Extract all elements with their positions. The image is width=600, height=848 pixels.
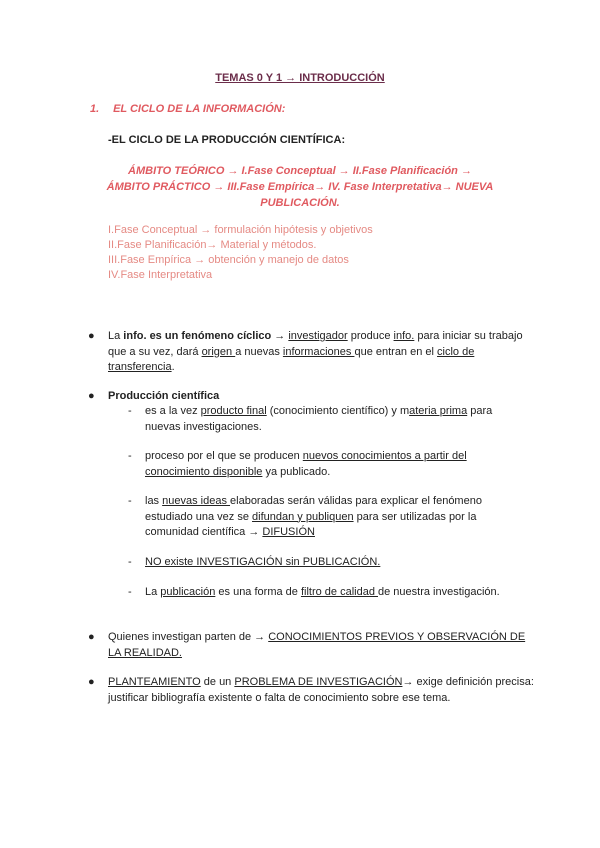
bullet-text: La info. es un fenómeno cíclico → investigador produce info. para iniciar su trabajo que a su vez, dará origen a nuevas informaciones que entran en el ciclo de transferencia. [108, 330, 523, 373]
section-heading [90, 103, 285, 115]
page-title: TEMAS 0 Y 1 → INTRODUCCIÓN [215, 72, 385, 84]
bullet-icon: ● [88, 390, 95, 402]
bullet-item [88, 675, 538, 706]
bullet-icon: ● [88, 330, 95, 342]
phases-line: ÁMBITO PRÁCTICO → III.Fase Empírica→ IV. Fase Interpretativa→ NUEVA [106, 181, 494, 193]
subsection-heading: -EL CICLO DE LA PRODUCCIÓN CIENTÍFICA: [108, 134, 346, 146]
bullet-item [88, 630, 538, 661]
bullet-icon: ● [88, 676, 95, 688]
bullet-text: PLANTEAMIENTO de un PROBLEMA DE INVESTIGACIÓN→ exige definición precisa: justificar bibliografía existente o falta de conocimiento sobre ese tema. [108, 676, 534, 704]
dash-icon: - [128, 495, 132, 507]
bullet-icon: ● [88, 631, 95, 643]
sub-item [128, 585, 528, 601]
sub-item-text: proceso por el que se producen nuevos conocimientos a partir del conocimiento disponible ya publicado. [145, 450, 467, 478]
phase-item: III.Fase Empírica → obtención y manejo de datos [108, 254, 349, 266]
bullet-text: Quienes investigan parten de → CONOCIMIENTOS PREVIOS Y OBSERVACIÓN DE LA REALIDAD. [108, 631, 526, 659]
bullet-title: Producción científica [108, 390, 220, 402]
dash-icon: - [128, 556, 132, 568]
dash-icon: - [128, 586, 132, 598]
phases-line: PUBLICACIÓN. [260, 197, 340, 209]
dash-icon: - [128, 405, 132, 417]
sub-item-text: La publicación es una forma de filtro de calidad de nuestra investigación. [145, 586, 500, 598]
phase-item: II.Fase Planificación→ Material y métodos. [108, 239, 317, 251]
phase-item: I.Fase Conceptual → formulación hipótesis y objetivos [108, 224, 373, 236]
sub-item [128, 494, 528, 541]
phase-list [108, 223, 373, 283]
phase-item: IV.Fase Interpretativa [108, 269, 213, 281]
sub-item [128, 449, 528, 480]
sub-item-text: las nuevas ideas elaboradas serán válidas para explicar el fenómeno estudiado una vez se difundan y publiquen para ser utilizadas por la comunidad científica → DIFUSIÓN [145, 495, 482, 538]
section-number: 1. [90, 103, 100, 115]
phases-line: ÁMBITO TEÓRICO → I.Fase Conceptual → II.Fase Planificación → [128, 165, 472, 177]
sub-item [128, 404, 528, 435]
section-title: EL CICLO DE LA INFORMACIÓN: [113, 103, 286, 115]
phases-summary [100, 163, 500, 211]
sub-item-text: NO existe INVESTIGACIÓN sin PUBLICACIÓN. [145, 556, 381, 568]
sub-item [128, 555, 528, 571]
bullet-item [88, 329, 538, 376]
bullet-item [88, 389, 538, 405]
sub-item-text: es a la vez producto final (conocimiento científico) y materia prima para nuevas investigaciones. [145, 405, 493, 433]
dash-icon: - [128, 450, 132, 462]
